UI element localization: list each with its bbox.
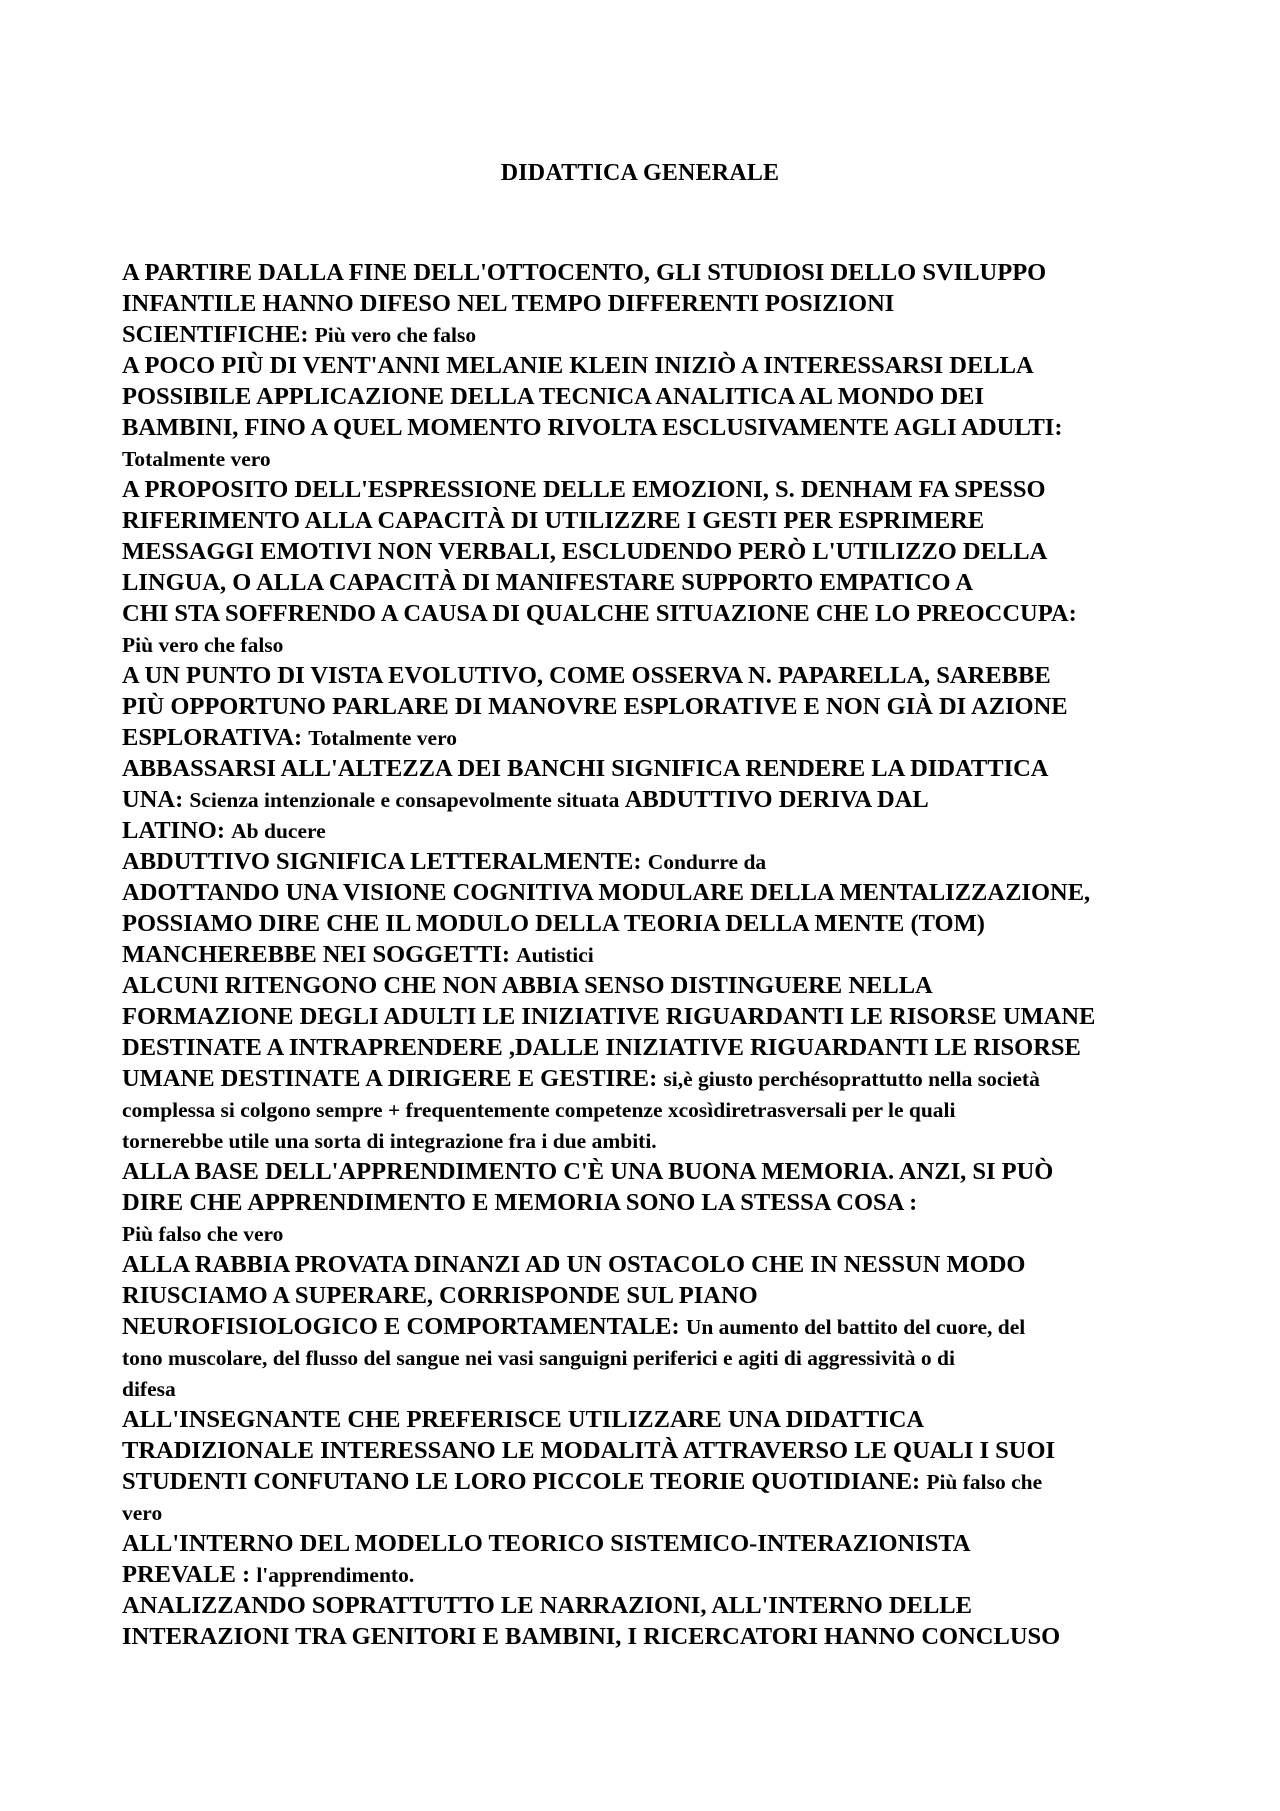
question-text: ALLA RABBIA PROVATA DINANZI AD UN OSTACOLO CHE IN NESSUN MODO bbox=[122, 1251, 1026, 1278]
text-line bbox=[122, 1032, 1172, 1063]
text-line bbox=[122, 784, 1172, 815]
question-text: INFANTILE HANNO DIFESO NEL TEMPO DIFFERENTI POSIZIONI bbox=[122, 290, 895, 317]
text-line bbox=[122, 1342, 1172, 1373]
answer-text: Condurre da bbox=[647, 850, 767, 874]
text-line bbox=[122, 319, 1172, 350]
answer-text: Più falso che bbox=[926, 1470, 1043, 1494]
question-text: LATINO: bbox=[122, 817, 232, 844]
text-line bbox=[122, 288, 1172, 319]
document-body bbox=[122, 257, 1172, 1652]
question-text: ADOTTANDO UNA VISIONE COGNITIVA MODULARE DELLA MENTALIZZAZIONE, bbox=[122, 879, 1091, 906]
question-text: ESPLORATIVA: bbox=[122, 724, 309, 751]
question-text: A UN PUNTO DI VISTA EVOLUTIVO, COME OSSERVA N. PAPARELLA, SAREBBE bbox=[122, 662, 1051, 689]
question-text: UMANE DESTINATE A DIRIGERE E GESTIRE: bbox=[122, 1065, 664, 1092]
text-line bbox=[122, 1590, 1172, 1621]
question-text: SCIENTIFICHE: bbox=[122, 321, 315, 348]
question-text: ALLA BASE DELL'APPRENDIMENTO C'È UNA BUONA MEMORIA. ANZI, SI PUÒ bbox=[122, 1158, 1054, 1185]
text-line bbox=[122, 1125, 1172, 1156]
text-line bbox=[122, 1187, 1172, 1218]
question-text: ABDUTTIVO SIGNIFICA LETTERALMENTE: bbox=[122, 848, 648, 875]
answer-text: Autistici bbox=[516, 943, 594, 967]
text-line bbox=[122, 257, 1172, 288]
page-title: DIDATTICA GENERALE bbox=[500, 160, 780, 186]
question-text: DIRE CHE APPRENDIMENTO E MEMORIA SONO LA STESSA COSA : bbox=[122, 1189, 918, 1216]
question-text: MANCHEREBBE NEI SOGGETTI: bbox=[122, 941, 517, 968]
text-line bbox=[122, 722, 1172, 753]
answer-text: difesa bbox=[122, 1377, 176, 1401]
text-line bbox=[122, 1218, 1172, 1249]
question-text: A PARTIRE DALLA FINE DELL'OTTOCENTO, GLI STUDIOSI DELLO SVILUPPO bbox=[122, 259, 1047, 286]
text-line bbox=[122, 691, 1172, 722]
question-text: BAMBINI, FINO A QUEL MOMENTO RIVOLTA ESCLUSIVAMENTE AGLI ADULTI: bbox=[122, 414, 1063, 441]
question-text: STUDENTI CONFUTANO LE LORO PICCOLE TEORIE QUOTIDIANE: bbox=[122, 1468, 927, 1495]
text-line bbox=[122, 1373, 1172, 1404]
text-line bbox=[122, 1497, 1172, 1528]
answer-text: si,è giusto perchésoprattutto nella società bbox=[663, 1067, 1040, 1091]
question-text: ALCUNI RITENGONO CHE NON ABBIA SENSO DISTINGUERE NELLA bbox=[122, 972, 933, 999]
question-text: RIUSCIAMO A SUPERARE, CORRISPONDE SUL PIANO bbox=[122, 1282, 758, 1309]
answer-text: Ab ducere bbox=[231, 819, 326, 843]
answer-text: l'apprendimento. bbox=[256, 1563, 415, 1587]
text-line bbox=[122, 1559, 1172, 1590]
text-line bbox=[122, 877, 1172, 908]
text-line bbox=[122, 443, 1172, 474]
question-text: CHI STA SOFFRENDO A CAUSA DI QUALCHE SITUAZIONE CHE LO PREOCCUPA: bbox=[122, 600, 1077, 627]
question-text: POSSIBILE APPLICAZIONE DELLA TECNICA ANALITICA AL MONDO DEI bbox=[122, 383, 985, 410]
text-line bbox=[122, 1404, 1172, 1435]
answer-text: tono muscolare, del flusso del sangue nei vasi sanguigni periferici e agiti di aggressività o di bbox=[122, 1346, 955, 1370]
question-text: TRADIZIONALE INTERESSANO LE MODALITÀ ATTRAVERSO LE QUALI I SUOI bbox=[122, 1437, 1056, 1464]
text-line bbox=[122, 1249, 1172, 1280]
text-line bbox=[122, 1621, 1172, 1652]
answer-text: Più falso che vero bbox=[122, 1222, 284, 1246]
text-line bbox=[122, 598, 1172, 629]
text-line bbox=[122, 567, 1172, 598]
answer-text: Più vero che falso bbox=[314, 323, 477, 347]
question-text: PREVALE : bbox=[122, 1561, 257, 1588]
question-text: POSSIAMO DIRE CHE IL MODULO DELLA TEORIA DELLA MENTE (TOM) bbox=[122, 910, 985, 937]
text-line bbox=[122, 505, 1172, 536]
text-line bbox=[122, 474, 1172, 505]
answer-text: Totalmente vero bbox=[122, 447, 271, 471]
question-text: UNA: bbox=[122, 786, 190, 813]
answer-text: Un aumento del battito del cuore, del bbox=[685, 1315, 1026, 1339]
text-line bbox=[122, 970, 1172, 1001]
answer-text: complessa si colgono sempre + frequentemente competenze xcosìdiretrasversali per le quali bbox=[122, 1098, 956, 1122]
question-text: RIFERIMENTO ALLA CAPACITÀ DI UTILIZZRE I GESTI PER ESPRIMERE bbox=[122, 507, 985, 534]
text-line bbox=[122, 412, 1172, 443]
text-line bbox=[122, 1094, 1172, 1125]
text-line bbox=[122, 908, 1172, 939]
text-line bbox=[122, 660, 1172, 691]
question-text: ABBASSARSI ALL'ALTEZZA DEI BANCHI SIGNIFICA RENDERE LA DIDATTICA bbox=[122, 755, 1049, 782]
text-line bbox=[122, 815, 1172, 846]
text-line bbox=[122, 1435, 1172, 1466]
answer-text: vero bbox=[122, 1501, 163, 1525]
answer-text: tornerebbe utile una sorta di integrazione fra i due ambiti. bbox=[122, 1129, 657, 1153]
text-line bbox=[122, 753, 1172, 784]
text-line bbox=[122, 1063, 1172, 1094]
question-text: ANALIZZANDO SOPRATTUTTO LE NARRAZIONI, ALL'INTERNO DELLE bbox=[122, 1592, 972, 1619]
question-text: ALL'INTERNO DEL MODELLO TEORICO SISTEMICO-INTERAZIONISTA bbox=[122, 1530, 971, 1557]
text-line bbox=[122, 1311, 1172, 1342]
text-line bbox=[122, 846, 1172, 877]
answer-text: Più vero che falso bbox=[122, 633, 284, 657]
text-line bbox=[122, 629, 1172, 660]
question-text: LINGUA, O ALLA CAPACITÀ DI MANIFESTARE SUPPORTO EMPATICO A bbox=[122, 569, 974, 596]
question-text: NEUROFISIOLOGICO E COMPORTAMENTALE: bbox=[122, 1313, 686, 1340]
text-line bbox=[122, 1466, 1172, 1497]
question-text: FORMAZIONE DEGLI ADULTI LE INIZIATIVE RIGUARDANTI LE RISORSE UMANE bbox=[122, 1003, 1096, 1030]
question-text: ABDUTTIVO DERIVA DAL bbox=[624, 786, 929, 813]
text-line bbox=[122, 1280, 1172, 1311]
question-text: A POCO PIÙ DI VENT'ANNI MELANIE KLEIN INIZIÒ A INTERESSARSI DELLA bbox=[122, 352, 1034, 379]
question-text: ALL'INSEGNANTE CHE PREFERISCE UTILIZZARE UNA DIDATTICA bbox=[122, 1406, 925, 1433]
text-line bbox=[122, 350, 1172, 381]
text-line bbox=[122, 1001, 1172, 1032]
text-line bbox=[122, 381, 1172, 412]
answer-text: Scienza intenzionale e consapevolmente situata bbox=[189, 788, 625, 812]
answer-text: Totalmente vero bbox=[308, 726, 457, 750]
text-line bbox=[122, 1528, 1172, 1559]
text-line bbox=[122, 536, 1172, 567]
question-text: PIÙ OPPORTUNO PARLARE DI MANOVRE ESPLORATIVE E NON GIÀ DI AZIONE bbox=[122, 693, 1068, 720]
question-text: DESTINATE A INTRAPRENDERE ,DALLE INIZIATIVE RIGUARDANTI LE RISORSE bbox=[122, 1034, 1081, 1061]
question-text: MESSAGGI EMOTIVI NON VERBALI, ESCLUDENDO PERÒ L'UTILIZZO DELLA bbox=[122, 538, 1048, 565]
question-text: INTERAZIONI TRA GENITORI E BAMBINI, I RICERCATORI HANNO CONCLUSO bbox=[122, 1623, 1061, 1650]
text-line bbox=[122, 1156, 1172, 1187]
text-line bbox=[122, 939, 1172, 970]
question-text: A PROPOSITO DELL'ESPRESSIONE DELLE EMOZIONI, S. DENHAM FA SPESSO bbox=[122, 476, 1046, 503]
